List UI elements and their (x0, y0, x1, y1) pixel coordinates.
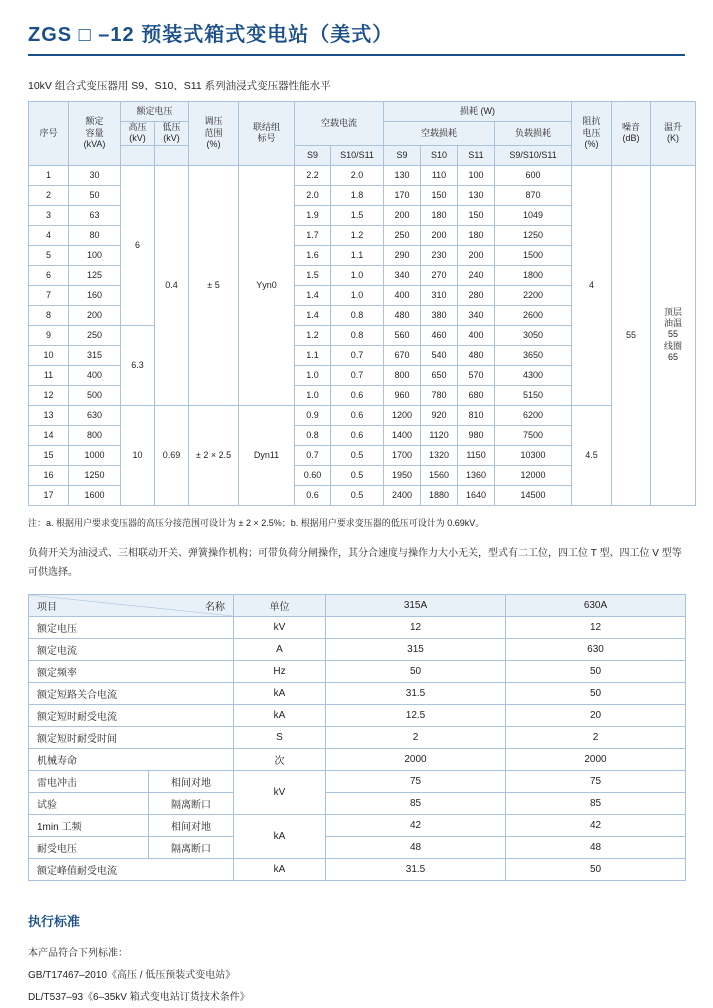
cell-nlc-s9: 1.4 (295, 285, 331, 305)
cell-nll-s9: 400 (384, 285, 421, 305)
cell-seq: 11 (29, 365, 69, 385)
cell-nlc-s9: 1.9 (295, 205, 331, 225)
spec-item: 额定短路关合电流 (29, 682, 234, 704)
th-loss: 损耗 (W) (384, 102, 572, 122)
cell-nll-s9: 130 (384, 165, 421, 185)
cell-nlc-s9: 0.60 (295, 465, 331, 485)
th-hv-unit: (kV) (129, 133, 146, 144)
cell-nll-s11: 570 (458, 365, 495, 385)
table-row (29, 770, 686, 792)
cell-load-loss: 3650 (495, 345, 572, 365)
cell-nll-s10: 110 (421, 165, 458, 185)
cell-capacity: 80 (69, 225, 121, 245)
th-noise-l2: (dB) (622, 133, 640, 144)
cell-nlc-s9: 1.5 (295, 265, 331, 285)
spec-315a: 85 (326, 792, 506, 814)
cell-nlc-s1011: 0.6 (331, 405, 384, 425)
cell-capacity: 63 (69, 205, 121, 225)
cell-nlc-s1011: 0.5 (331, 465, 384, 485)
spec-th-unit: 单位 (234, 594, 326, 616)
cell-nll-s10: 380 (421, 305, 458, 325)
cell-nll-s11: 1150 (458, 445, 495, 465)
spec-subitem: 相间对地 (149, 814, 234, 836)
load-switch-spec-table (28, 594, 686, 881)
spec-item: 额定短时耐受时间 (29, 726, 234, 748)
spec-315a: 48 (326, 836, 506, 858)
cell-nll-s11: 240 (458, 265, 495, 285)
th-noise-l1: 噪音 (622, 122, 641, 132)
cell-lv-group-1: 0.4 (155, 165, 189, 405)
table-row (29, 792, 686, 814)
cell-temp-rise (651, 165, 696, 505)
cell-seq: 8 (29, 305, 69, 325)
spec-unit: 次 (234, 748, 326, 770)
cell-nlc-s9: 1.2 (295, 325, 331, 345)
spec-item: 额定电流 (29, 638, 234, 660)
th-lv-label: 低压 (162, 122, 181, 132)
table-row (29, 616, 686, 638)
th-nll-s10: S10 (421, 145, 458, 165)
cell-capacity: 800 (69, 425, 121, 445)
spec-item: 额定短时耐受电流 (29, 704, 234, 726)
th-ll-all: S9/S10/S11 (495, 145, 572, 165)
cell-nlc-s9: 2.0 (295, 185, 331, 205)
th-nll-s11: S11 (458, 145, 495, 165)
cell-nll-s11: 340 (458, 305, 495, 325)
table-row (29, 748, 686, 770)
spec-630a: 630 (506, 638, 686, 660)
spec-subitem: 隔离断口 (149, 792, 234, 814)
spec-item: 试验 (29, 792, 149, 814)
cell-load-loss: 600 (495, 165, 572, 185)
cell-temp-l1: 顶层 (664, 306, 683, 317)
spec-subitem: 隔离断口 (149, 836, 234, 858)
spec-item: 额定峰值耐受电流 (29, 858, 234, 880)
table-row (29, 726, 686, 748)
cell-noise: 55 (612, 165, 651, 505)
cell-nlc-s9: 1.1 (295, 345, 331, 365)
spec-630a: 50 (506, 858, 686, 880)
title-divider (28, 54, 685, 56)
th-nlc-s9: S9 (295, 145, 331, 165)
th-nlc-s10s11: S10/S11 (331, 145, 384, 165)
cell-nll-s10: 200 (421, 225, 458, 245)
th-seq: 序号 (29, 102, 69, 166)
spec-corner-item: 项目 (37, 601, 57, 613)
table-row (29, 405, 696, 425)
cell-nlc-s9: 0.9 (295, 405, 331, 425)
spec-315a: 12.5 (326, 704, 506, 726)
spec-table-head (29, 594, 686, 616)
th-tap-range-l3: (%) (206, 138, 221, 149)
th-lv-blank (155, 145, 189, 165)
th-no-load-current: 空载电流 (295, 102, 384, 146)
cell-capacity: 250 (69, 325, 121, 345)
spec-table-body (29, 616, 686, 880)
cell-nlc-s1011: 0.6 (331, 425, 384, 445)
cell-nlc-s1011: 0.7 (331, 365, 384, 385)
table-row (29, 682, 686, 704)
cell-capacity: 160 (69, 285, 121, 305)
cell-seq: 17 (29, 485, 69, 505)
cell-nll-s10: 780 (421, 385, 458, 405)
spec-item: 机械寿命 (29, 748, 234, 770)
cell-capacity: 400 (69, 365, 121, 385)
th-impedance (572, 102, 612, 166)
cell-load-loss: 1800 (495, 265, 572, 285)
cell-nll-s9: 1400 (384, 425, 421, 445)
cell-nll-s11: 130 (458, 185, 495, 205)
table-body (29, 165, 696, 505)
table-head (29, 102, 696, 166)
cell-capacity: 1000 (69, 445, 121, 465)
spec-unit: kV (234, 616, 326, 638)
spec-630a: 20 (506, 704, 686, 726)
spec-630a: 75 (506, 770, 686, 792)
table-row (29, 660, 686, 682)
spec-unit: S (234, 726, 326, 748)
cell-nlc-s1011: 0.8 (331, 325, 384, 345)
cell-load-loss: 12000 (495, 465, 572, 485)
cell-nll-s9: 1700 (384, 445, 421, 465)
spec-subitem: 相间对地 (149, 770, 234, 792)
cell-nlc-s1011: 0.8 (331, 305, 384, 325)
cell-seq: 14 (29, 425, 69, 445)
table-row (29, 704, 686, 726)
cell-nll-s9: 340 (384, 265, 421, 285)
cell-nll-s11: 180 (458, 225, 495, 245)
spec-630a: 48 (506, 836, 686, 858)
th-rated-capacity-l3: (kVA) (83, 138, 106, 149)
intro-text: 10kV 组合式变压器用 S9、S10、S11 系列油浸式变压器性能水平 (28, 80, 331, 92)
cell-nlc-s1011: 1.0 (331, 265, 384, 285)
th-tap-range (189, 102, 239, 166)
cell-nll-s10: 150 (421, 185, 458, 205)
cell-capacity: 630 (69, 405, 121, 425)
diagonal-line (29, 595, 233, 616)
cell-nll-s9: 170 (384, 185, 421, 205)
cell-nll-s11: 280 (458, 285, 495, 305)
cell-seq: 3 (29, 205, 69, 225)
cell-nlc-s1011: 0.6 (331, 385, 384, 405)
spec-corner-header (29, 594, 234, 616)
cell-seq: 1 (29, 165, 69, 185)
cell-seq: 10 (29, 345, 69, 365)
cell-capacity: 500 (69, 385, 121, 405)
cell-temp-l3: 55 (668, 329, 679, 340)
th-rated-capacity (69, 102, 121, 166)
th-tap-range-l1: 调压 (204, 116, 223, 127)
cell-nlc-s1011: 1.2 (331, 225, 384, 245)
table-row (29, 858, 686, 880)
spec-315a: 42 (326, 814, 506, 836)
spec-item: 耐受电压 (29, 836, 149, 858)
cell-nlc-s1011: 1.1 (331, 245, 384, 265)
cell-nlc-s1011: 0.5 (331, 485, 384, 505)
th-impedance-l3: (%) (584, 138, 599, 149)
cell-nlc-s9: 1.0 (295, 365, 331, 385)
cell-capacity: 125 (69, 265, 121, 285)
cell-seq: 2 (29, 185, 69, 205)
spec-unit: kA (234, 704, 326, 726)
th-hv-label: 高压 (128, 122, 147, 132)
cell-impedance-1: 4 (572, 165, 612, 405)
table-row (29, 836, 686, 858)
table-row (29, 638, 686, 660)
cell-nll-s10: 1880 (421, 485, 458, 505)
cell-nll-s9: 200 (384, 205, 421, 225)
cell-nll-s11: 480 (458, 345, 495, 365)
cell-seq: 5 (29, 245, 69, 265)
spec-315a: 315 (326, 638, 506, 660)
th-temp-l2: (K) (667, 133, 680, 144)
cell-seq: 12 (29, 385, 69, 405)
cell-nlc-s9: 1.4 (295, 305, 331, 325)
spec-unit: kA (234, 682, 326, 704)
cell-nll-s9: 290 (384, 245, 421, 265)
th-rated-capacity-l1: 额定 (85, 116, 104, 127)
cell-nll-s11: 1360 (458, 465, 495, 485)
th-nll-s9: S9 (384, 145, 421, 165)
cell-nll-s11: 400 (458, 325, 495, 345)
cell-nll-s10: 1120 (421, 425, 458, 445)
cell-lv-group-2: 0.69 (155, 405, 189, 505)
cell-load-loss: 2600 (495, 305, 572, 325)
cell-seq: 7 (29, 285, 69, 305)
cell-capacity: 50 (69, 185, 121, 205)
spec-item: 1min 工频 (29, 814, 149, 836)
cell-nll-s11: 810 (458, 405, 495, 425)
standard-item: DL/T537–93《6–35kV 箱式变电站订货技术条件》 (28, 991, 250, 1003)
standards-lead: 本产品符合下列标准： (28, 947, 128, 959)
cell-nlc-s9: 1.7 (295, 225, 331, 245)
spec-630a: 2000 (506, 748, 686, 770)
cell-capacity: 315 (69, 345, 121, 365)
cell-nll-s11: 1640 (458, 485, 495, 505)
cell-load-loss: 6200 (495, 405, 572, 425)
spec-315a: 12 (326, 616, 506, 638)
cell-hv-group-2: 6.3 (121, 325, 155, 405)
cell-tap-group-1: ± 5 (189, 165, 239, 405)
spec-unit: kV (234, 770, 326, 814)
cell-load-loss: 14500 (495, 485, 572, 505)
th-noise (612, 102, 651, 166)
th-rated-capacity-l2: 容量 (85, 127, 104, 138)
th-hv-blank (121, 145, 155, 165)
cell-nll-s10: 180 (421, 205, 458, 225)
cell-tap-group-2: ± 2 × 2.5 (189, 405, 239, 505)
cell-nlc-s9: 0.6 (295, 485, 331, 505)
cell-nlc-s9: 0.7 (295, 445, 331, 465)
spec-315a: 2 (326, 726, 506, 748)
cell-nll-s10: 310 (421, 285, 458, 305)
cell-hv-group-1: 6 (121, 165, 155, 325)
cell-temp-l5: 65 (668, 351, 679, 362)
cell-nll-s10: 540 (421, 345, 458, 365)
cell-nll-s9: 670 (384, 345, 421, 365)
th-impedance-l1: 阻抗 (582, 116, 601, 127)
cell-capacity: 1600 (69, 485, 121, 505)
cell-seq: 9 (29, 325, 69, 345)
cell-nll-s9: 250 (384, 225, 421, 245)
cell-nll-s10: 1560 (421, 465, 458, 485)
th-lv-unit: (kV) (163, 133, 180, 144)
th-connection-l1: 联结组 (253, 122, 281, 132)
page-header (28, 0, 685, 56)
cell-nll-s9: 560 (384, 325, 421, 345)
cell-load-loss: 4300 (495, 365, 572, 385)
cell-seq: 13 (29, 405, 69, 425)
th-lv (155, 122, 189, 146)
cell-nll-s10: 650 (421, 365, 458, 385)
cell-seq: 6 (29, 265, 69, 285)
th-impedance-l2: 电压 (582, 127, 601, 138)
spec-unit: A (234, 638, 326, 660)
th-no-load-loss: 空载损耗 (384, 122, 495, 146)
cell-nll-s11: 100 (458, 165, 495, 185)
cell-nlc-s9: 1.6 (295, 245, 331, 265)
standards-heading: 执行标准 (28, 913, 81, 929)
spec-item: 额定电压 (29, 616, 234, 638)
cell-nll-s10: 920 (421, 405, 458, 425)
spec-th-630a: 630A (506, 594, 686, 616)
cell-nlc-s1011: 1.5 (331, 205, 384, 225)
cell-conn-group-2: Dyn11 (239, 405, 295, 505)
spec-unit: kA (234, 814, 326, 858)
cell-seq: 4 (29, 225, 69, 245)
cell-nll-s11: 680 (458, 385, 495, 405)
cell-nll-s10: 1320 (421, 445, 458, 465)
cell-load-loss: 3050 (495, 325, 572, 345)
spec-item: 额定频率 (29, 660, 234, 682)
cell-load-loss: 7500 (495, 425, 572, 445)
cell-temp-l2: 油温 (664, 318, 683, 329)
cell-seq: 15 (29, 445, 69, 465)
spec-315a: 31.5 (326, 858, 506, 880)
cell-nll-s9: 1200 (384, 405, 421, 425)
cell-load-loss: 10300 (495, 445, 572, 465)
cell-load-loss: 1500 (495, 245, 572, 265)
th-temp-rise (651, 102, 696, 166)
cell-capacity: 1250 (69, 465, 121, 485)
cell-nll-s9: 480 (384, 305, 421, 325)
cell-nll-s9: 960 (384, 385, 421, 405)
spec-315a: 50 (326, 660, 506, 682)
cell-nlc-s1011: 0.5 (331, 445, 384, 465)
standards-block (28, 944, 685, 1008)
cell-nlc-s1011: 1.8 (331, 185, 384, 205)
cell-load-loss: 1250 (495, 225, 572, 245)
cell-load-loss: 5150 (495, 385, 572, 405)
spec-315a: 2000 (326, 748, 506, 770)
cell-nll-s9: 800 (384, 365, 421, 385)
table-note: 注：a. 根据用户要求变压器的高压分接范围可设计为 ± 2 × 2.5%；b. 根据用户要求变压器的低压可设计为 0.69kV。 (28, 517, 485, 528)
cell-impedance-2: 4.5 (572, 405, 612, 505)
cell-temp-l4: 线圈 (664, 340, 683, 351)
cell-nll-s9: 2400 (384, 485, 421, 505)
table-row (29, 165, 696, 185)
spec-630a: 12 (506, 616, 686, 638)
cell-nll-s10: 460 (421, 325, 458, 345)
cell-nlc-s9: 1.0 (295, 385, 331, 405)
cell-capacity: 100 (69, 245, 121, 265)
spec-header-row (29, 594, 686, 616)
cell-nll-s9: 1950 (384, 465, 421, 485)
th-connection-group (239, 102, 295, 166)
spec-630a: 85 (506, 792, 686, 814)
cell-conn-group-1: Yyn0 (239, 165, 295, 405)
switch-description: 负荷开关为油浸式、三相联动开关、弹簧操作机构；可带负荷分闸操作，其分合速度与操作力大小无关，型式有二工位，四工位 T 型、四工位 V 型等可供选择。 (28, 547, 682, 578)
transformer-performance-table (28, 101, 696, 506)
cell-nlc-s1011: 1.0 (331, 285, 384, 305)
cell-nll-s11: 200 (458, 245, 495, 265)
cell-load-loss: 1049 (495, 205, 572, 225)
table-row (29, 814, 686, 836)
th-temp-l1: 温升 (664, 122, 683, 132)
standard-item: GB/T17467–2010《高压 / 低压预装式变电站》 (28, 969, 236, 981)
spec-315a: 31.5 (326, 682, 506, 704)
cell-nll-s10: 270 (421, 265, 458, 285)
page-title: ZGS □ –12 预装式箱式变电站（美式） (28, 24, 394, 46)
cell-nlc-s9: 0.8 (295, 425, 331, 445)
spec-corner-name: 名称 (205, 601, 225, 613)
cell-seq: 16 (29, 465, 69, 485)
spec-630a: 50 (506, 660, 686, 682)
cell-nll-s11: 150 (458, 205, 495, 225)
spec-315a: 75 (326, 770, 506, 792)
spec-unit: kA (234, 858, 326, 880)
spec-unit: Hz (234, 660, 326, 682)
cell-nll-s11: 980 (458, 425, 495, 445)
cell-capacity: 30 (69, 165, 121, 185)
cell-capacity: 200 (69, 305, 121, 325)
cell-load-loss: 2200 (495, 285, 572, 305)
spec-630a: 2 (506, 726, 686, 748)
spec-item: 雷电冲击 (29, 770, 149, 792)
spec-th-315a: 315A (326, 594, 506, 616)
th-load-loss: 负载损耗 (495, 122, 572, 146)
cell-load-loss: 870 (495, 185, 572, 205)
spec-630a: 50 (506, 682, 686, 704)
cell-nll-s10: 230 (421, 245, 458, 265)
th-tap-range-l2: 范围 (204, 127, 223, 138)
cell-nlc-s1011: 0.7 (331, 345, 384, 365)
th-rated-voltage: 额定电压 (121, 102, 189, 122)
header-row-1 (29, 102, 696, 122)
th-hv (121, 122, 155, 146)
cell-nlc-s9: 2.2 (295, 165, 331, 185)
th-connection-l2: 标号 (257, 133, 276, 144)
spec-630a: 42 (506, 814, 686, 836)
cell-nlc-s1011: 2.0 (331, 165, 384, 185)
cell-hv-group-3: 10 (121, 405, 155, 505)
